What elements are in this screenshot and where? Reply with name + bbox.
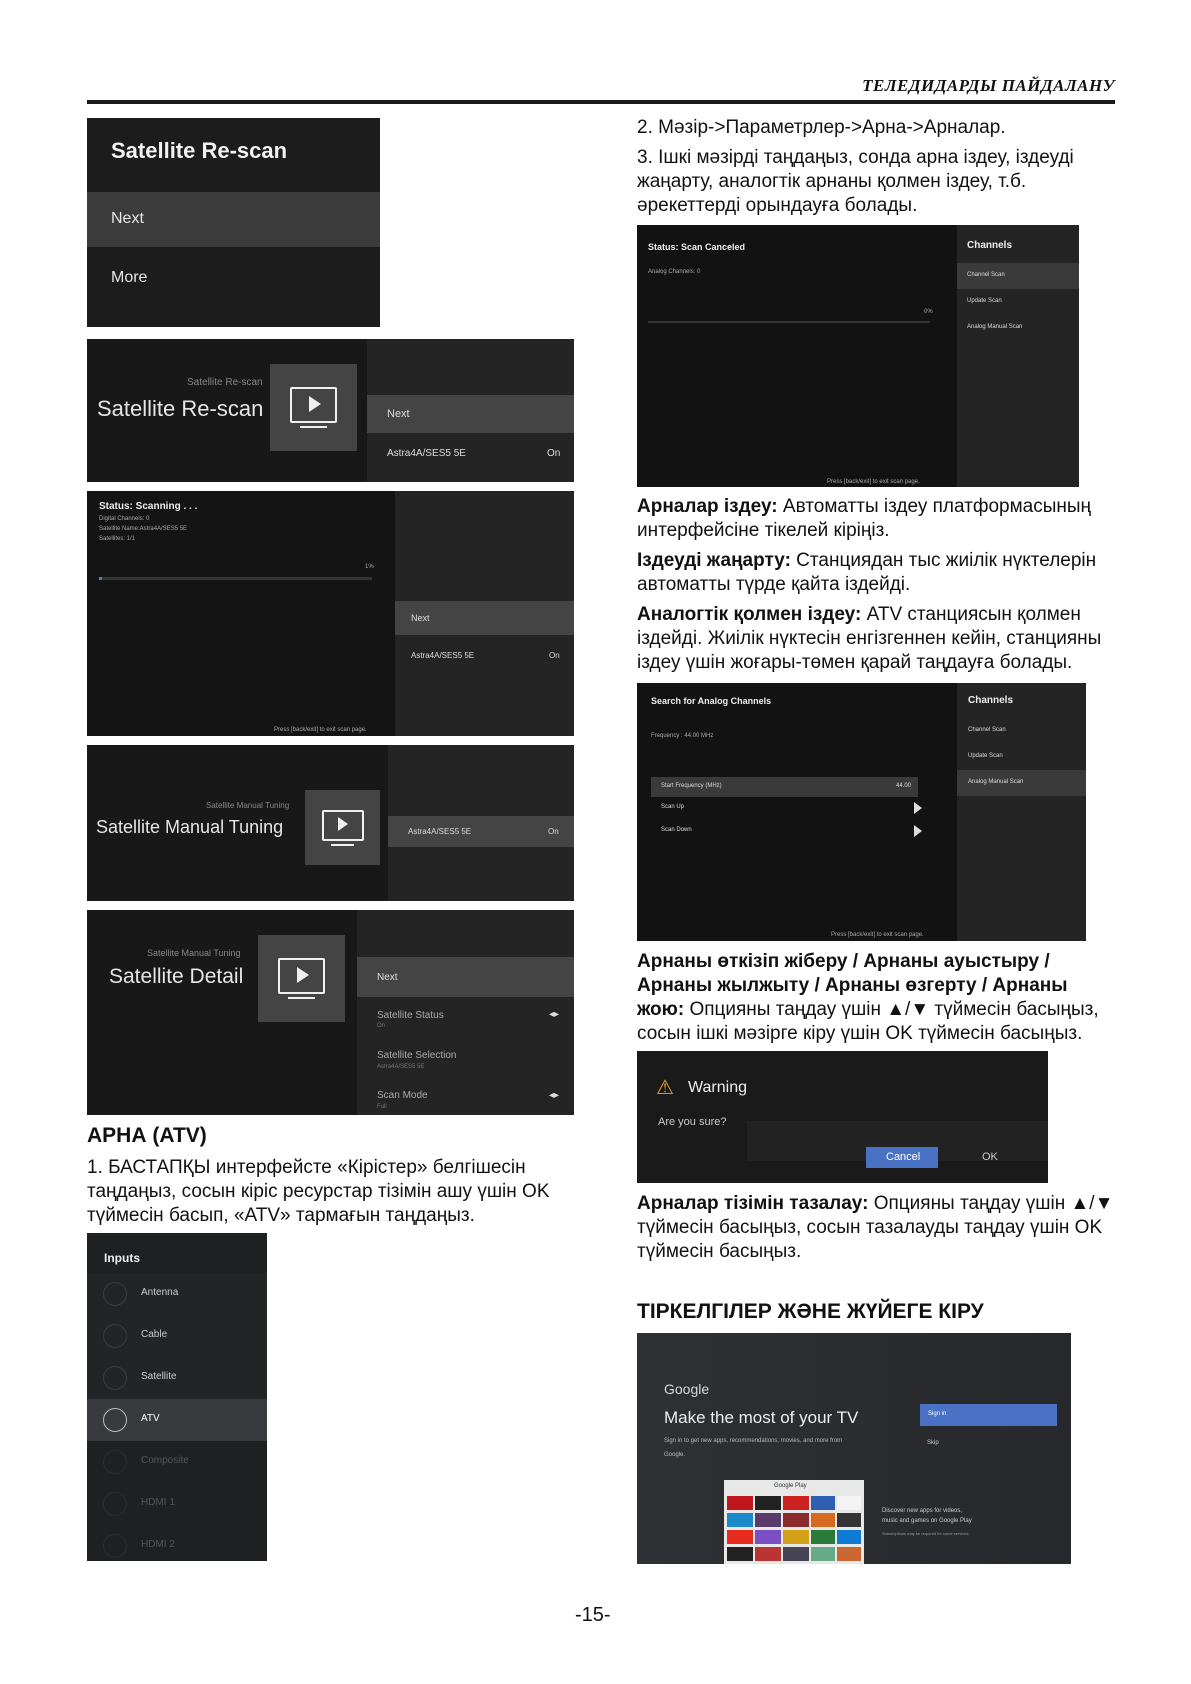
promo-line-3: Subscriptions may be required for some services [882,1531,969,1536]
analog-scan-desc [637,603,1081,627]
input-label: Antenna [141,1287,179,1298]
screen-satellite-scanning [87,491,574,736]
menu-item-update-scan[interactable]: Update Scan [968,753,1003,759]
clear-list-text: Опцияны таңдау үшін ▲/▼ [868,1193,1114,1214]
app-tile-10 [837,1530,861,1544]
channel-edit-desc-2: сосын ішкі мәзірге кіру үшін OK түймесін басыңыз. [637,1023,1083,1044]
input-hdmi1[interactable] [87,1483,267,1525]
menu-item-channel-scan[interactable] [957,263,1079,289]
section-heading-atv: АРНА (ATV) [87,1124,207,1147]
menu-item-next-label: Next [111,210,144,227]
tv-icon [103,1408,127,1432]
atv-instructions-line3: түймесін басып, «ATV» тармағын таңдаңыз. [87,1205,475,1226]
warning-question: Are you sure? [658,1116,727,1128]
menu-item-next[interactable] [87,192,380,247]
progress-fill [99,577,102,580]
atv-instructions-line2: таңдаңыз, сосын кіріс ресурстар тізімін ашу үшін OK [87,1181,550,1202]
channel-edit-term-2: Арнаны жылжыту / Арнаны өзгерту / Арнаны [637,975,1068,996]
option-satellite-label: Astra4A/SES5 5E [408,827,472,836]
update-scan-desc [637,549,1096,573]
signin-title: Make the most of your TV [664,1408,859,1427]
option-satellite[interactable]: Astra4A/SES5 5E [387,448,466,459]
analog-channels: Analog Channels: 0 [648,269,701,275]
clear-list-desc-2: түймесін басыңыз, сосын тазалауды таңдау үшін OK [637,1217,1103,1238]
channel-edit-heading-2 [637,974,1068,998]
input-label: Composite [141,1455,189,1466]
input-label: ATV [141,1413,160,1424]
option-next[interactable] [395,601,574,635]
section-heading-accounts: ТІРКЕЛГІЛЕР ЖӘНЕ ЖҮЙЕГЕ КІРУ [637,1300,984,1323]
channel-scan-desc-2: интерфейсіне тікелей кіріңіз. [637,520,890,541]
input-label: HDMI 1 [141,1497,175,1508]
satellite-selection-value: Astra4A/SES5 5E [377,1064,425,1070]
submenu-line1: 3. Ішкі мәзірді таңдаңыз, сонда арна іздеу, іздеуді [637,147,1074,168]
channel-edit-term-1: Арнаны өткізіп жіберу / Арнаны ауыстыру / [637,951,1050,972]
screen-satellite-rescan [87,339,574,482]
option-next-label: Next [411,613,430,623]
screen-satellite-rescan-menu [87,118,380,327]
satellite-status-value: On [377,1023,386,1029]
tv-icon [103,1324,127,1348]
app-tile-spotify [755,1496,781,1510]
app-tile-3 [755,1513,781,1527]
hdmi-icon [103,1534,127,1558]
channel-scan-text: Автоматты іздеу платформасының [777,496,1092,517]
menu-item-analog-manual-scan[interactable] [957,770,1086,796]
option-satellite[interactable] [388,816,574,847]
option-satellite-state: On [548,827,559,836]
option-satellite[interactable]: Astra4A/SES5 5E [411,651,475,660]
start-frequency-label: Start Frequency (MHz) [661,783,722,789]
scan-mode-label[interactable]: Scan Mode [377,1090,428,1101]
input-atv[interactable] [87,1399,267,1441]
satellite-status-label[interactable]: Satellite Status [377,1010,444,1021]
exit-hint: Press [back/exit] to exit scan page. [827,479,920,485]
analog-scan-desc-3: іздеу үшін жоғары-төмен қарай таңдауға болады. [637,652,1073,673]
title: Satellite Re-scan [97,396,264,421]
satellite-name: Satellite Name:Astra4A/SES5 5E [99,526,188,532]
submenu-line3: әрекеттерді орындауға болады. [637,195,918,216]
start-frequency-value: 44.00 [896,783,912,789]
channel-edit-desc [637,998,1099,1022]
input-antenna[interactable] [87,1273,267,1315]
analog-scan-term: Аналогтік қолмен іздеу: [637,604,862,625]
app-tile-13 [783,1547,809,1561]
promo-line-2: music and games on Google Play [882,1518,972,1524]
menu-item-more[interactable]: More [111,269,148,286]
frequency-readout: Frequency : 44.00 MHz [651,733,714,739]
title: Satellite Manual Tuning [96,817,284,837]
app-tile-youtube-kids [837,1496,861,1510]
app-tile-ted [727,1530,753,1544]
play-arrow-icon[interactable] [914,802,922,814]
input-hdmi2[interactable] [87,1525,267,1561]
input-label: Cable [141,1329,168,1340]
option-next-label: Next [377,972,398,983]
screen-warning-dialog [637,1051,1048,1183]
analog-scan-desc-2: іздейді. Жиілік нүктесін енгізгеннен кейін, станцияны [637,628,1102,649]
progress-bar [648,321,930,323]
satellite-selection-label[interactable]: Satellite Selection [377,1050,457,1061]
subtitle: Satellite Manual Tuning [147,948,241,958]
menu-path-line: 2. Мәзір->Параметрлер->Арна->Арналар. [637,117,1006,138]
exit-hint: Press [back/exit] to exit scan page. [831,932,924,938]
skip-button[interactable]: Skip [927,1440,939,1446]
tv-play-icon [258,935,345,1022]
screen-inputs [87,1233,267,1561]
screen-satellite-detail [87,910,574,1115]
cancel-label: Cancel [886,1151,921,1163]
app-tile-9 [811,1530,835,1544]
option-next[interactable] [367,395,574,433]
channels-menu-title: Channels [967,240,1013,251]
channels-menu-title: Channels [968,695,1014,706]
inputs-title: Inputs [104,1251,140,1265]
exit-hint: Press [back/exit] to exit scan page. [274,727,367,733]
app-tile-7 [755,1530,781,1544]
app-tile-4 [783,1513,809,1527]
page-number: -15- [575,1604,611,1626]
header-rule [87,100,1115,104]
screen-satellite-manual-tuning [87,745,574,901]
page-header-title: ТЕЛЕДИДАРДЫ ПАЙДАЛАНУ [862,76,1115,95]
app-tile-14 [811,1547,835,1561]
option-satellite-state: On [547,448,561,459]
app-tile-15 [837,1547,861,1561]
digital-channels: Digital Channels: 0 [99,516,150,522]
google-play-card [724,1480,864,1564]
menu-item-label: Analog Manual Scan [968,779,1024,785]
channel-scan-term: Арналар іздеу: [637,496,778,517]
screen-scan-canceled [637,225,1079,487]
input-label: HDMI 2 [141,1539,175,1550]
progress-percent: 1% [365,564,374,570]
input-cable[interactable] [87,1315,267,1357]
menu-title: Satellite Re-scan [111,138,288,163]
channels-panel [957,683,1086,941]
screen-analog-search [637,683,1086,941]
signin-button[interactable] [920,1404,1057,1426]
clear-list-term: Арналар тізімін тазалау: [637,1193,869,1214]
hdmi-icon [103,1492,127,1516]
app-tile-netflix [727,1496,753,1510]
play-arrow-icon[interactable] [914,825,922,837]
app-tile-6 [837,1513,861,1527]
menu-item-update-scan[interactable]: Update Scan [967,298,1002,304]
input-label: Satellite [141,1371,177,1382]
scan-status: Status: Scanning . . . [99,501,198,512]
menu-item-label: Channel Scan [967,272,1005,278]
screen-google-signin [637,1333,1071,1564]
signin-desc-1: Sign in to get new apps, recommendations, movies, and more from [664,1438,843,1444]
scan-down-label[interactable]: Scan Down [661,827,692,833]
channel-edit-term-3: жою: [637,999,685,1020]
app-tile-11 [727,1547,753,1561]
tv-play-icon [305,790,380,865]
clear-list-desc-3: түймесін басыңыз. [637,1241,802,1262]
left-right-arrows-icon[interactable]: ◂▸ [549,1009,560,1020]
tv-icon [103,1366,127,1390]
search-title: Search for Analog Channels [651,696,772,706]
menu-item-channel-scan[interactable]: Channel Scan [968,727,1006,733]
app-tile-youtube [783,1496,809,1510]
option-satellite-state: On [549,651,560,660]
warning-icon: ⚠ [656,1077,674,1099]
clear-list-desc [637,1192,1113,1216]
channel-scan-desc [637,495,1091,519]
ok-button[interactable]: OK [982,1151,998,1163]
input-composite[interactable] [87,1441,267,1483]
google-logo: Google [664,1381,710,1397]
google-play-label: Google Play [774,1483,807,1489]
option-next-label: Next [387,408,410,420]
promo-line-1: Discover new apps for videos, [882,1508,963,1514]
subtitle: Satellite Manual Tuning [206,801,290,810]
cancel-button[interactable] [866,1147,938,1168]
app-tile-12 [755,1547,781,1561]
signin-desc-2: Google. [664,1452,686,1458]
input-satellite[interactable] [87,1357,267,1399]
left-right-arrows-icon[interactable]: ◂▸ [549,1090,560,1101]
app-tile-2 [727,1513,753,1527]
satellites-count: Satellites: 1/1 [99,536,136,542]
scan-status: Status: Scan Canceled [648,242,746,252]
channel-edit-heading-1 [637,950,1050,974]
atv-instructions-line1: 1. БАСТАПҚЫ интерфейсте «Кірістер» белгішесін [87,1157,526,1178]
channel-edit-text: Опцияны таңдау үшін ▲/▼ түймесін басыңыз, [684,999,1099,1020]
tv-icon [103,1282,127,1306]
option-next[interactable] [357,957,574,997]
composite-icon [103,1450,127,1474]
analog-scan-text: ATV станциясын қолмен [861,604,1081,625]
warning-title: Warning [688,1079,747,1096]
scan-up-label[interactable]: Scan Up [661,804,685,810]
update-scan-term: Іздеуді жаңарту: [637,550,791,571]
app-tile-8 [783,1530,809,1544]
progress-percent: 0% [924,309,933,315]
tv-play-icon [270,364,357,451]
menu-item-analog-manual-scan[interactable]: Analog Manual Scan [967,324,1023,330]
submenu-line2: жаңарту, аналогтік арнаны қолмен іздеу, т.б. [637,171,1027,192]
app-tile-5 [811,1513,835,1527]
start-frequency-row[interactable] [651,777,918,797]
subtitle: Satellite Re-scan [187,377,263,388]
app-tile-blue [811,1496,835,1510]
title: Satellite Detail [109,965,244,988]
update-scan-text: Станциядан тыс жиілік нүктелерін [790,550,1097,571]
signin-label: Sign in [928,1411,947,1417]
update-scan-desc-2: автоматты түрде қайта іздейді. [637,574,911,595]
progress-bar [99,577,372,580]
scan-mode-value: Full [377,1104,387,1110]
